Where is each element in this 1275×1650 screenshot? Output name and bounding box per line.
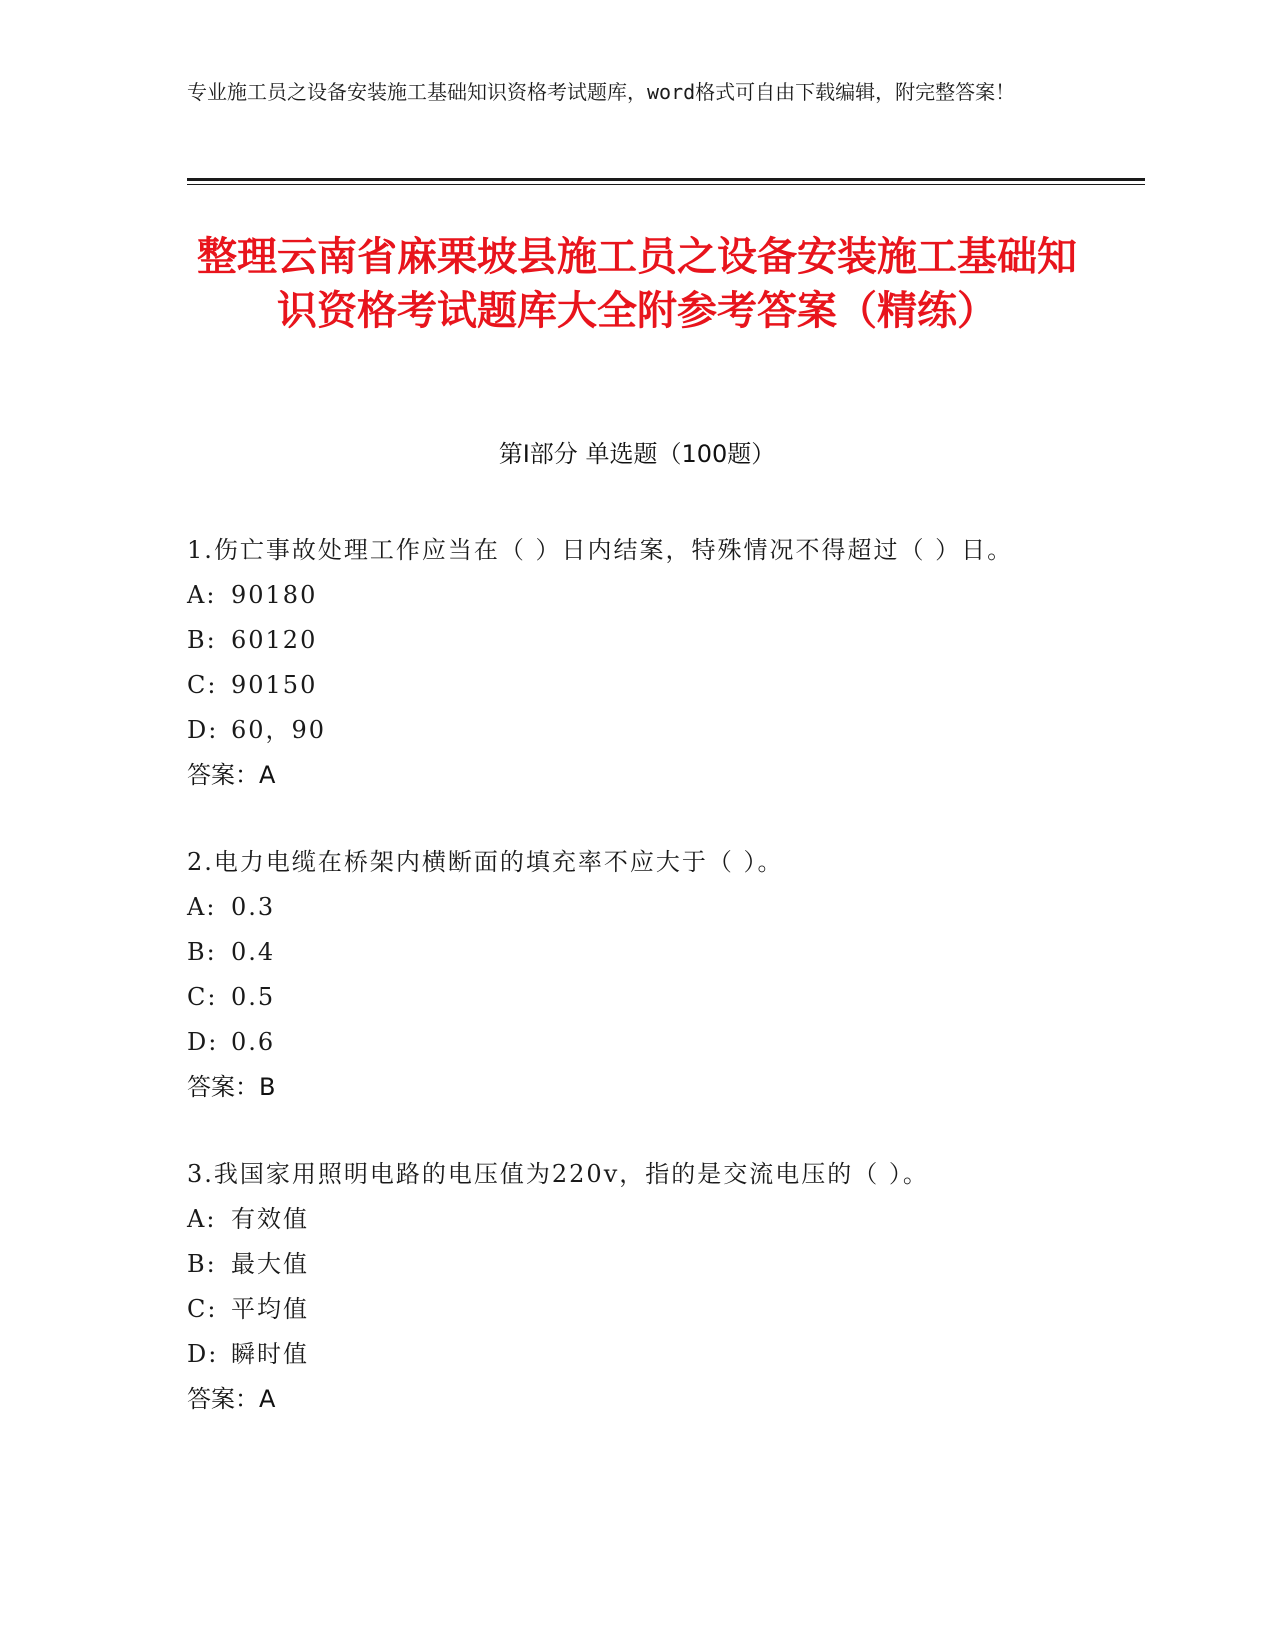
answer: 答案：A (187, 1385, 276, 1413)
answer: 答案：B (187, 1073, 276, 1101)
option-text: 90150 (231, 671, 318, 699)
question-2 (187, 840, 1067, 1110)
option-text: 90180 (231, 581, 318, 609)
option-text: 60，90 (231, 716, 327, 744)
option-text: 0.3 (231, 893, 276, 921)
option-letter: D: (187, 1028, 219, 1056)
option-d (187, 708, 1067, 753)
option-letter: A: (187, 893, 217, 921)
option-text: 平均值 (231, 1295, 309, 1323)
question-stem: 2.电力电缆在桥架内横断面的填充率不应大于（ ）。 (187, 848, 784, 876)
header-note: 专业施工员之设备安装施工基础知识资格考试题库，word格式可自由下载编辑，附完整答案！ (187, 80, 1016, 104)
option-letter: D: (187, 716, 219, 744)
question-stem: 3.我国家用照明电路的电压值为220v，指的是交流电压的（ ）。 (187, 1160, 929, 1188)
option-b (187, 1242, 1067, 1287)
option-text: 最大值 (231, 1250, 309, 1278)
option-c (187, 975, 1067, 1020)
option-a (187, 1197, 1067, 1242)
option-letter: B: (187, 938, 217, 966)
option-c (187, 1287, 1067, 1332)
option-letter: C: (187, 1295, 218, 1323)
option-letter: A: (187, 581, 217, 609)
header-divider-thick (187, 178, 1145, 181)
option-text: 0.4 (231, 938, 276, 966)
option-d (187, 1332, 1067, 1377)
option-a (187, 573, 1067, 618)
question-list (187, 528, 1067, 1464)
section-heading: 第I部分 单选题（100题） (498, 440, 776, 468)
option-letter: D: (187, 1340, 219, 1368)
document-title: 整理云南省麻栗坡县施工员之设备安装施工基础知识资格考试题库大全附参考答案（精练） (197, 234, 1077, 334)
option-text: 0.6 (231, 1028, 276, 1056)
option-letter: C: (187, 983, 218, 1011)
option-b (187, 930, 1067, 975)
header-divider-thin (187, 184, 1145, 185)
option-c (187, 663, 1067, 708)
option-text: 有效值 (231, 1205, 309, 1233)
option-letter: B: (187, 626, 217, 654)
question-1 (187, 528, 1067, 798)
question-3 (187, 1152, 1067, 1422)
question-stem: 1.伤亡事故处理工作应当在（ ）日内结案，特殊情况不得超过（ ）日。 (187, 536, 1014, 564)
option-letter: A: (187, 1205, 217, 1233)
option-text: 0.5 (231, 983, 276, 1011)
option-a (187, 885, 1067, 930)
answer: 答案：A (187, 761, 276, 789)
option-letter: B: (187, 1250, 217, 1278)
option-d (187, 1020, 1067, 1065)
option-b (187, 618, 1067, 663)
option-text: 60120 (231, 626, 318, 654)
option-text: 瞬时值 (231, 1340, 309, 1368)
option-letter: C: (187, 671, 218, 699)
